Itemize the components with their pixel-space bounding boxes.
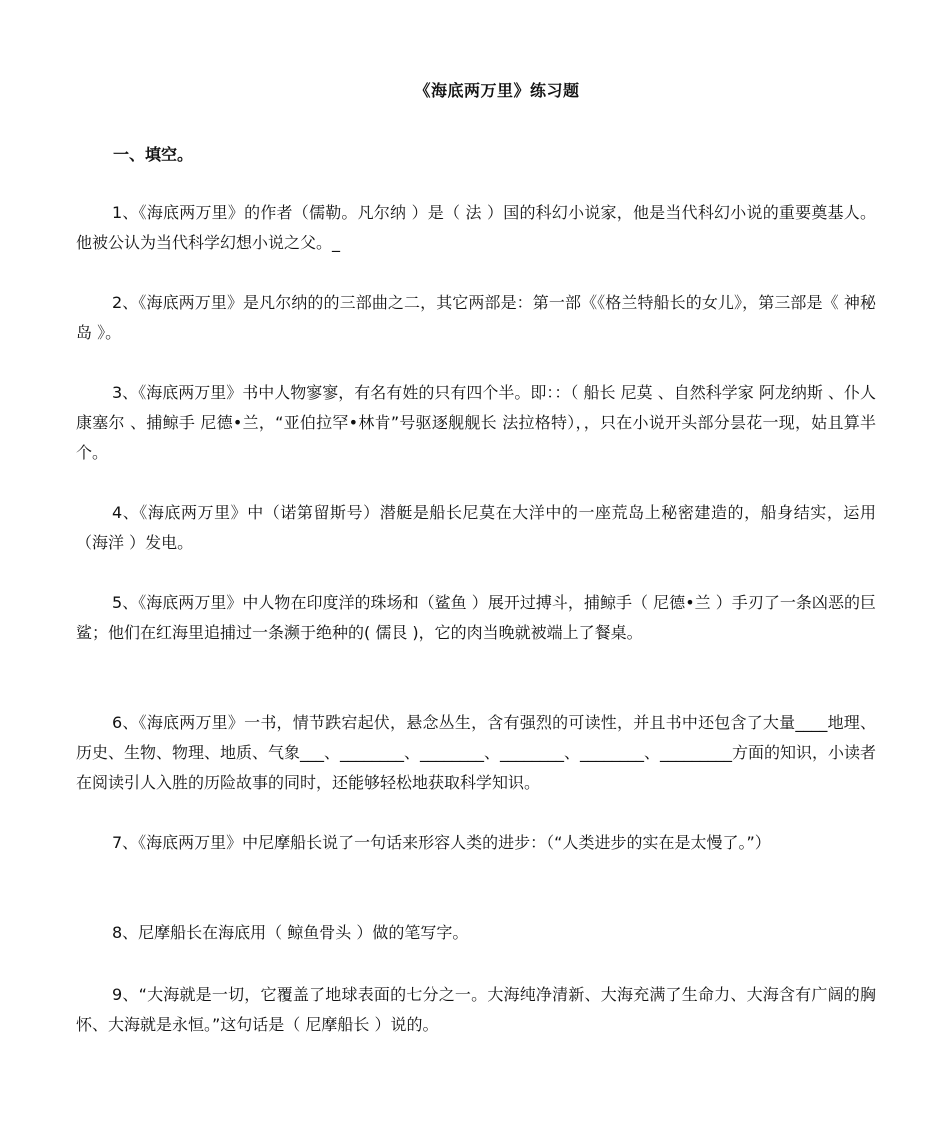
question-1: 1、《海底两万里》的作者（儒勒。凡尔纳 ）是（ 法 ）国的科幻小说家，他是当代科幻小说的重要奠基人。他被公认为当代科学幻想小说之父。_ xyxy=(76,203,876,252)
question-3: 3、《海底两万里》书中人物寥寥，有名有姓的只有四个半。即：：（ 船长 尼莫 、自然科学家 阿龙纳斯 、仆人 康塞尔 、捕鲸手 尼德•兰，“亚伯拉罕•林肯”号驱逐舰舰长 法拉格特），，只在小说开头部分昙花一现，姑且算半个。 xyxy=(76,383,876,462)
document-title: 《海底两万里》练习题 xyxy=(414,81,580,100)
question-6: 6、《海底两万里》一书，情节跌宕起伏，悬念丛生，含有强烈的可读性，并且书中还包含了大量____地理、历史、生物、物理、地质、气象___、________、________、________、________、_________方面的知识，小读者在阅读引人入胜的历险故事的同时，还能够轻松地获取科学知识。 xyxy=(76,713,877,792)
section-heading: 一、填空。 xyxy=(113,145,194,164)
question-4: 4、《海底两万里》中（诺第留斯号）潜艇是船长尼莫在大洋中的一座荒岛上秘密建造的，船身结实，运用（海洋 ）发电。 xyxy=(76,503,876,552)
question-2: 2、《海底两万里》是凡尔纳的的三部曲之二，其它两部是：第一部《《格兰特船长的女儿》，第三部是《 神秘岛 》。 xyxy=(76,293,876,342)
question-5: 5、《海底两万里》中人物在印度洋的珠场和（鲨鱼 ）展开过搏斗，捕鲸手（ 尼德•兰 ）手刃了一条凶恶的巨鲨；他们在红海里追捕过一条濒于绝种的( 儒艮 )，它的肉当晚就被端上了餐桌。 xyxy=(76,593,876,642)
question-7: 7、《海底两万里》中尼摩船长说了一句话来形容人类的进步：（“人类进步的实在是太慢了。”） xyxy=(112,833,771,852)
question-8: 8、尼摩船长在海底用（ 鲸鱼骨头 ）做的笔写字。 xyxy=(112,923,469,942)
question-9: 9、“大海就是一切，它覆盖了地球表面的七分之一。大海纯净清新、大海充满了生命力、大海含有广阔的胸怀、大海就是永恒。”这句话是（ 尼摩船长 ）说的。 xyxy=(76,985,876,1034)
